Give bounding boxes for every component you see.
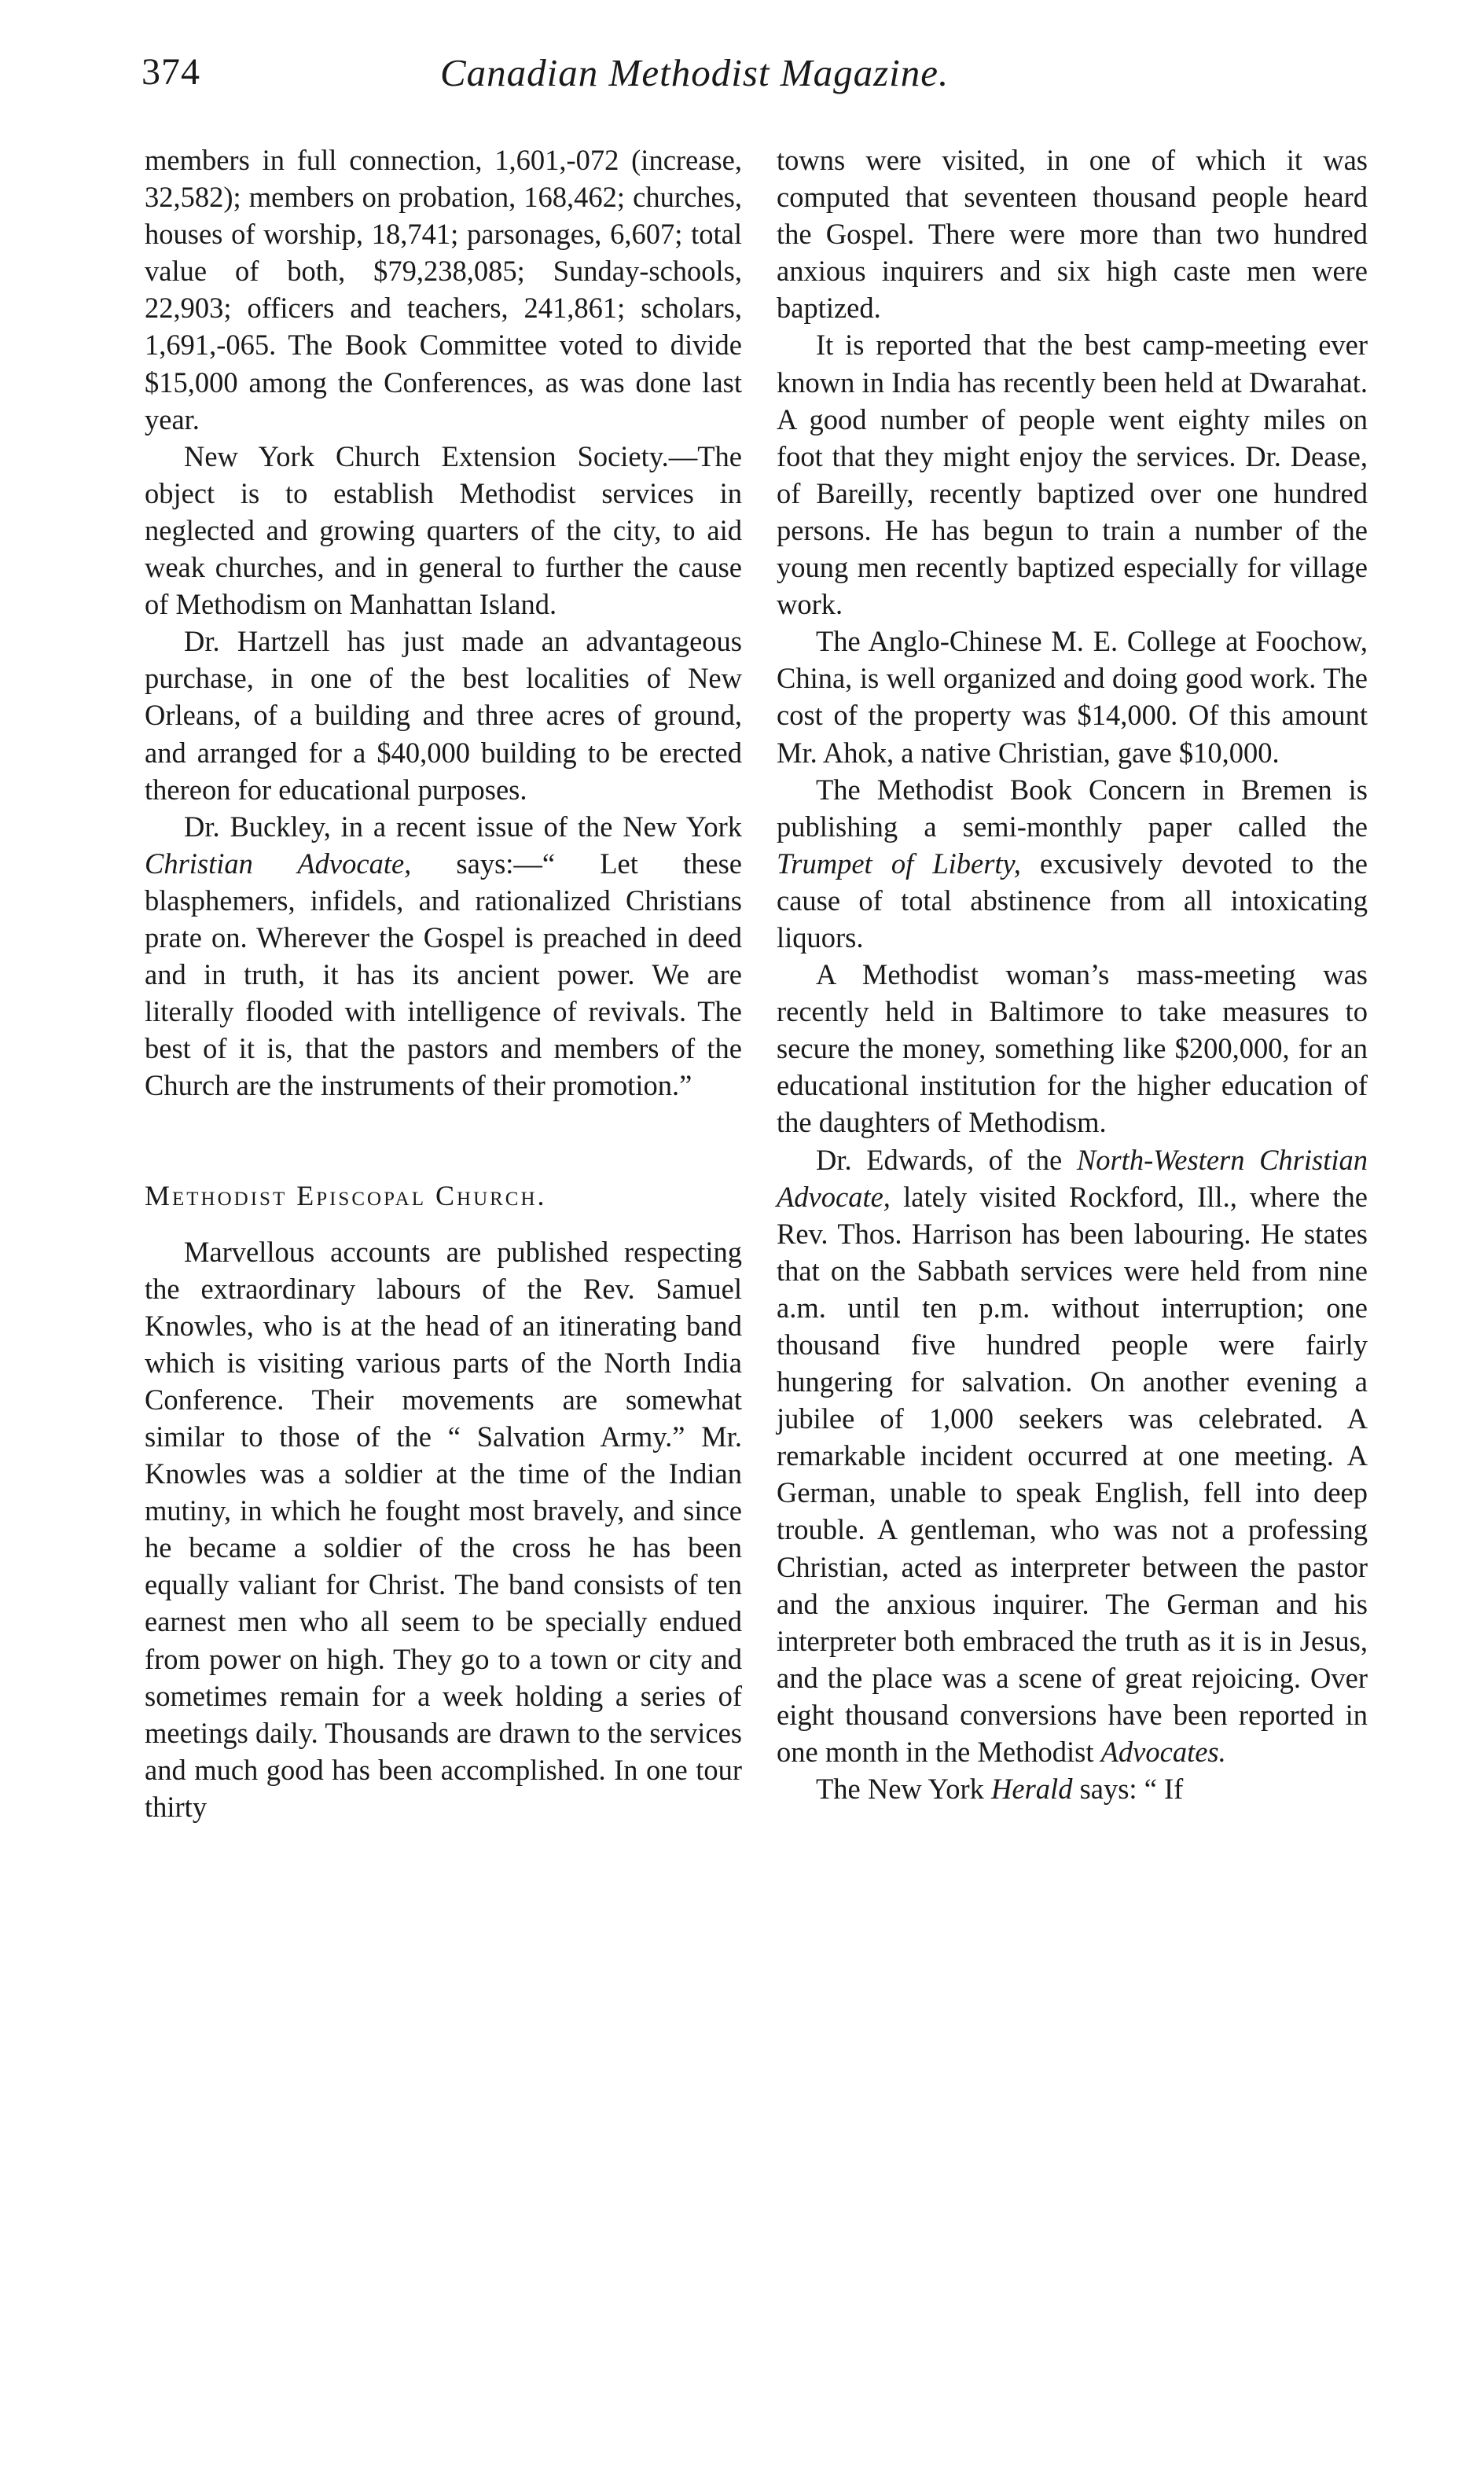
page-header — [0, 42, 1484, 113]
paragraph-statistics: members in full connection, 1,601,-072 (increase, 32,582); members on probation, 168,462; churches, houses of worship, 18,741; parsonages, 6,607; total value of both, $79,238,085; Sunday-schools, 22,903; officers and teachers, 241,861; scholars, 1,691,-065. The Book Committee voted to divide $15,000 among the Conferences, as was done last year. — [145, 144, 742, 435]
paragraph-camp-meeting: It is reported that the best camp-meeting ever known in India has recently been held at Dwarahat. A good number of people went eighty miles on foot that they might enjoy the services. Dr. Dease, of Bareilly, recently baptized over one hundred persons. He has begun to train a number of the young men recently baptized especially for village work. — [777, 329, 1368, 621]
paragraph-hartzell: Dr. Hartzell has just made an advantageous purchase, in one of the best localities of New Orleans, of a building and three acres of ground, and arranged for a $40,000 building to be erected thereon for educational purposes. — [145, 625, 742, 806]
italic-north-western-advocate: North-Western Christian Advocate, — [777, 1143, 1368, 1213]
paragraph-towns-visited: towns were visited, in one of which it was computed that seventeen thousand people heard the Gospel. There were more than two hundred anxious inquirers and six high caste men were baptized. — [777, 144, 1368, 325]
left-column — [145, 141, 742, 1825]
running-title: Canadian Methodist Magazine. — [440, 51, 950, 94]
italic-trumpet-of-liberty: Trumpet of Liberty, — [777, 847, 1021, 880]
paragraph-knowles: Marvellous accounts are published respecting the extraordinary labours of the Rev. Samuel Knowles, who is at the head of an itinerating band which is visiting various parts of the North India Conference. Their movements are somewhat similar to those of the “ Salvation Army.” Mr. Knowles was a soldier at the time of the Indian mutiny, in which he fought most bravely, and since he became a soldier of the cross he has been equally valiant for Christ. The band consists of ten earnest men who all seem to be specially endued from power on high. They go to a town or city and sometimes remain for a week holding a series of meetings daily. Thousands are drawn to the services and much good has been accomplished. In one tour thirty — [145, 1235, 742, 1823]
paragraph-herald: The New York Herald says: “ If — [816, 1773, 1184, 1806]
paragraph-foochow-college: The Anglo-Chinese M. E. College at Foochow, China, is well organized and doing good work. The cost of the property was $14,000. Of this amount Mr. Ahok, a native Christian, gave $10,000. — [777, 625, 1368, 769]
page-number: 374 — [141, 51, 200, 93]
section-heading: Methodist Episcopal Church. — [145, 1180, 547, 1212]
italic-herald: Herald — [991, 1773, 1073, 1806]
paragraph-womans-meeting: A Methodist woman’s mass-meeting was recently held in Baltimore to take measures to secure the money, something like $200,000, for an educational institution for the higher education of the daughters of Methodism. — [777, 958, 1368, 1139]
paragraph-book-concern: The Methodist Book Concern in Bremen is publishing a semi-monthly paper called the Trumpet of Liberty, excusively devoted to the cause of total abstinence from all intoxicating liquors. — [777, 773, 1368, 954]
paragraph-church-extension: New York Church Extension Society.—The object is to establish Methodist services in neglected and growing quarters of the city, to aid weak churches, and in general to further the cause of Methodism on Manhattan Island. — [145, 439, 742, 621]
italic-christian-advocate: Christian Advocate, — [145, 847, 412, 880]
paragraph-edwards: Dr. Edwards, of the North-Western Christian Advocate, lately visited Rockford, Ill., where the Rev. Thos. Harrison has been labouring. He states that on the Sabbath services were held from nine a.m. until ten p.m. without interruption; one thousand five hundred people were fairly hungering for salvation. On another evening a jubilee of 1,000 seekers was celebrated. A remarkable incident occurred at one meeting. A German, unable to speak English, fell into deep trouble. A gentleman, who was not a professing Christian, acted as interpreter between the pastor and the anxious inquirer. The German and his interpreter both embraced the truth as it is in Jesus, and the place was a scene of great rejoicing. Over eight thousand conversions have been reported in one month in the Methodist Advocates. — [777, 1143, 1368, 1769]
right-column — [777, 141, 1368, 1807]
italic-advocates: Advocates. — [1100, 1736, 1226, 1769]
paragraph-buckley: Dr. Buckley, in a recent issue of the New York Christian Advocate, says:—“ Let these blasphemers, infidels, and rationalized Christians prate on. Wherever the Gospel is preached in deed and in truth, it has its ancient power. We are literally flooded with intelligence of revivals. The best of it is, that the pastors and members of the Church are the instruments of their promotion.” — [145, 810, 742, 1102]
